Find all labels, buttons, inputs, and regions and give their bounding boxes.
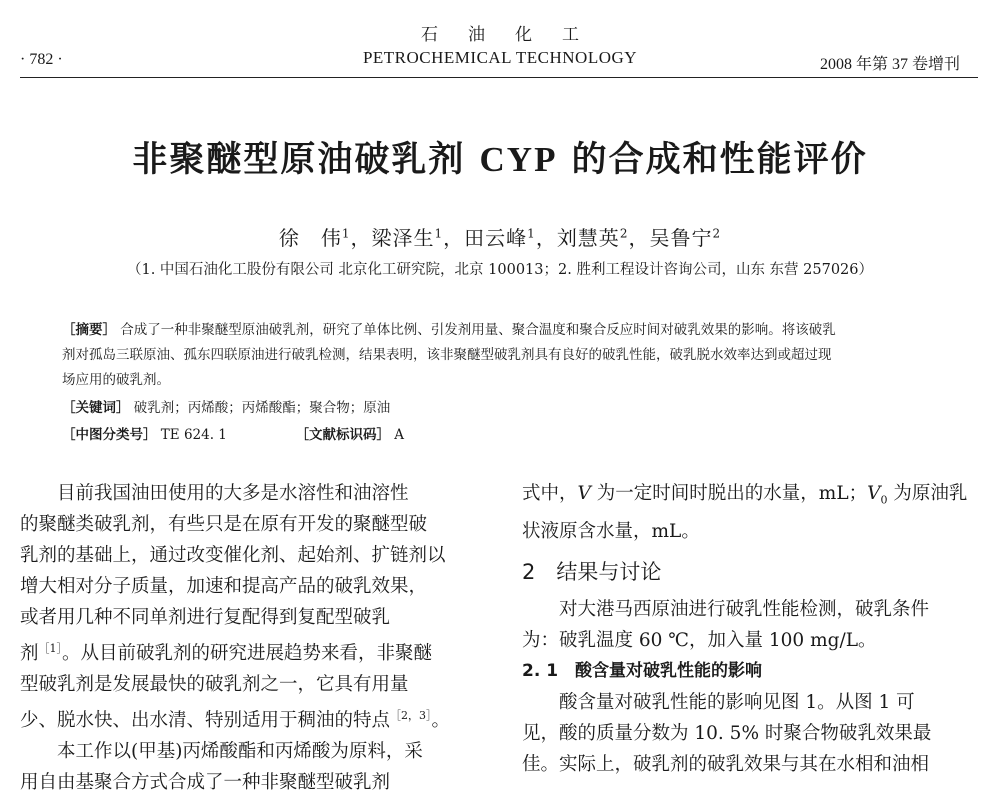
affiliation: （1. 中国石油化工股份有限公司 北京化工研究院，北京 100013；2. 胜利工程设计咨询公司，山东 东营 257026） xyxy=(126,262,874,278)
journal-title-en: PETROCHEMICAL TECHNOLOGY xyxy=(362,48,638,67)
body-line xyxy=(522,478,982,516)
issue-label: 2008 年第 37 卷增刊 xyxy=(819,56,960,73)
body-right-column xyxy=(522,478,982,780)
body-text: 少、脱水快、出水清、特别适用于稠油的特点 xyxy=(20,710,391,732)
author-aff: 1 xyxy=(434,226,444,241)
title-prefix: 非聚醚型原油破乳剂 xyxy=(132,140,466,180)
abstract-tag: ［摘要］ xyxy=(62,322,116,338)
keywords-line xyxy=(62,396,952,416)
body-line: 目前我国油田使用的大多是水溶性和油溶性 xyxy=(57,483,409,504)
clc-tag: ［中图分类号］ xyxy=(62,427,157,443)
author: 梁泽生 xyxy=(371,226,435,250)
body-line: 乳剂的基础上，通过改变催化剂、起始剂、扩链剂以 xyxy=(20,545,446,566)
body-line: 为：破乳温度 60 ℃，加入量 100 mg/L。 xyxy=(522,629,877,651)
classification-line xyxy=(62,423,952,443)
body-text: 。从目前破乳剂的研究进展趋势来看，非聚醚 xyxy=(62,643,433,665)
page-number: · 782 · xyxy=(20,51,63,68)
body-line: 本工作以(甲基)丙烯酸酯和丙烯酸为原料，采 xyxy=(57,741,423,763)
body-line: 见，酸的质量分数为 10. 5% 时聚合物破乳效果最 xyxy=(522,722,932,744)
body-line: 或者用几种不同单剂进行复配得到复配型破乳 xyxy=(20,607,391,628)
subscript: 0 xyxy=(880,493,888,507)
body-line xyxy=(20,700,480,736)
author-aff: 1 xyxy=(341,226,351,241)
abstract-line: 剂对孤岛三联原油、孤东四联原油进行破乳检测，结果表明，该非聚醚型破乳剂具有良好的破乳性能，破乳脱水效率达到或超过现 xyxy=(62,347,832,363)
keywords-text: 破乳剂；丙烯酸；丙烯酸酯；聚合物；原油 xyxy=(133,400,391,416)
section-heading: 2 结果与讨论 xyxy=(522,559,662,584)
abstract-text: 合成了一种非聚醚型原油破乳剂，研究了单体比例、引发剂用量、聚合温度和聚合反应时间对破乳效果的影响。将该破乳 xyxy=(120,322,836,338)
body-left-column xyxy=(20,478,480,798)
author: 田云峰 xyxy=(464,226,528,250)
body-line: 对大港马西原油进行破乳性能检测，破乳条件 xyxy=(559,598,930,620)
body-line: 酸含量对破乳性能的影响见图 1。从图 1 可 xyxy=(559,691,915,713)
author-aff: 1 xyxy=(527,226,536,241)
body-line xyxy=(20,633,480,669)
doc-code-value: A xyxy=(394,427,405,443)
author-aff: 2 xyxy=(619,226,629,241)
body-text: 式中， xyxy=(522,483,578,504)
body-line: 状液原含水量，mL。 xyxy=(522,520,700,542)
body-text: 剂 xyxy=(20,643,39,665)
citation: ［1］ xyxy=(38,642,63,655)
clc-value: TE 624. 1 xyxy=(160,427,227,443)
body-text: 。 xyxy=(431,710,451,732)
author: 吴鲁宁 xyxy=(649,226,713,250)
title-code: CYP xyxy=(479,140,558,179)
subsection-heading: 2. 1 酸含量对破乳性能的影响 xyxy=(522,660,763,681)
doc-code-tag: ［文献标识码］ xyxy=(295,427,390,443)
body-line: 用自由基聚合方式合成了一种非聚醚型破乳剂 xyxy=(20,772,391,794)
author-aff: 2 xyxy=(712,226,722,241)
variable: V xyxy=(867,483,881,504)
keywords-tag: ［关键词］ xyxy=(62,400,130,416)
abstract-line: 场应用的破乳剂。 xyxy=(62,372,170,388)
abstract-line xyxy=(62,318,952,338)
body-line: 增大相对分子质量，加速和提高产品的破乳效果， xyxy=(20,576,428,597)
journal-title-cn: 石油化工 xyxy=(421,25,609,45)
body-line: 的聚醚类破乳剂，有些只是在原有开发的聚醚型破 xyxy=(20,514,428,535)
body-line: 型破乳剂是发展最快的破乳剂之一，它具有用量 xyxy=(20,674,409,696)
author: 刘慧英 xyxy=(556,226,620,250)
author-list: 徐 伟$^1$，梁泽生$^1$，田云峰$^1$，刘慧英$^2$，吴鲁宁$^2$ xyxy=(278,226,722,250)
body-line: 佳。实际上，破乳剂的破乳效果与其在水相和油相 xyxy=(522,753,930,775)
citation: ［2，3］ xyxy=(390,709,432,723)
article-title xyxy=(0,132,1000,182)
body-text: 为原油乳 xyxy=(887,483,968,504)
title-suffix: 的合成和性能评价 xyxy=(571,140,868,180)
author: 徐 伟 xyxy=(278,226,342,250)
variable: V xyxy=(577,483,591,504)
body-text: 为一定时间时脱出的水量，mL； xyxy=(590,483,868,504)
header-rule xyxy=(20,77,978,78)
